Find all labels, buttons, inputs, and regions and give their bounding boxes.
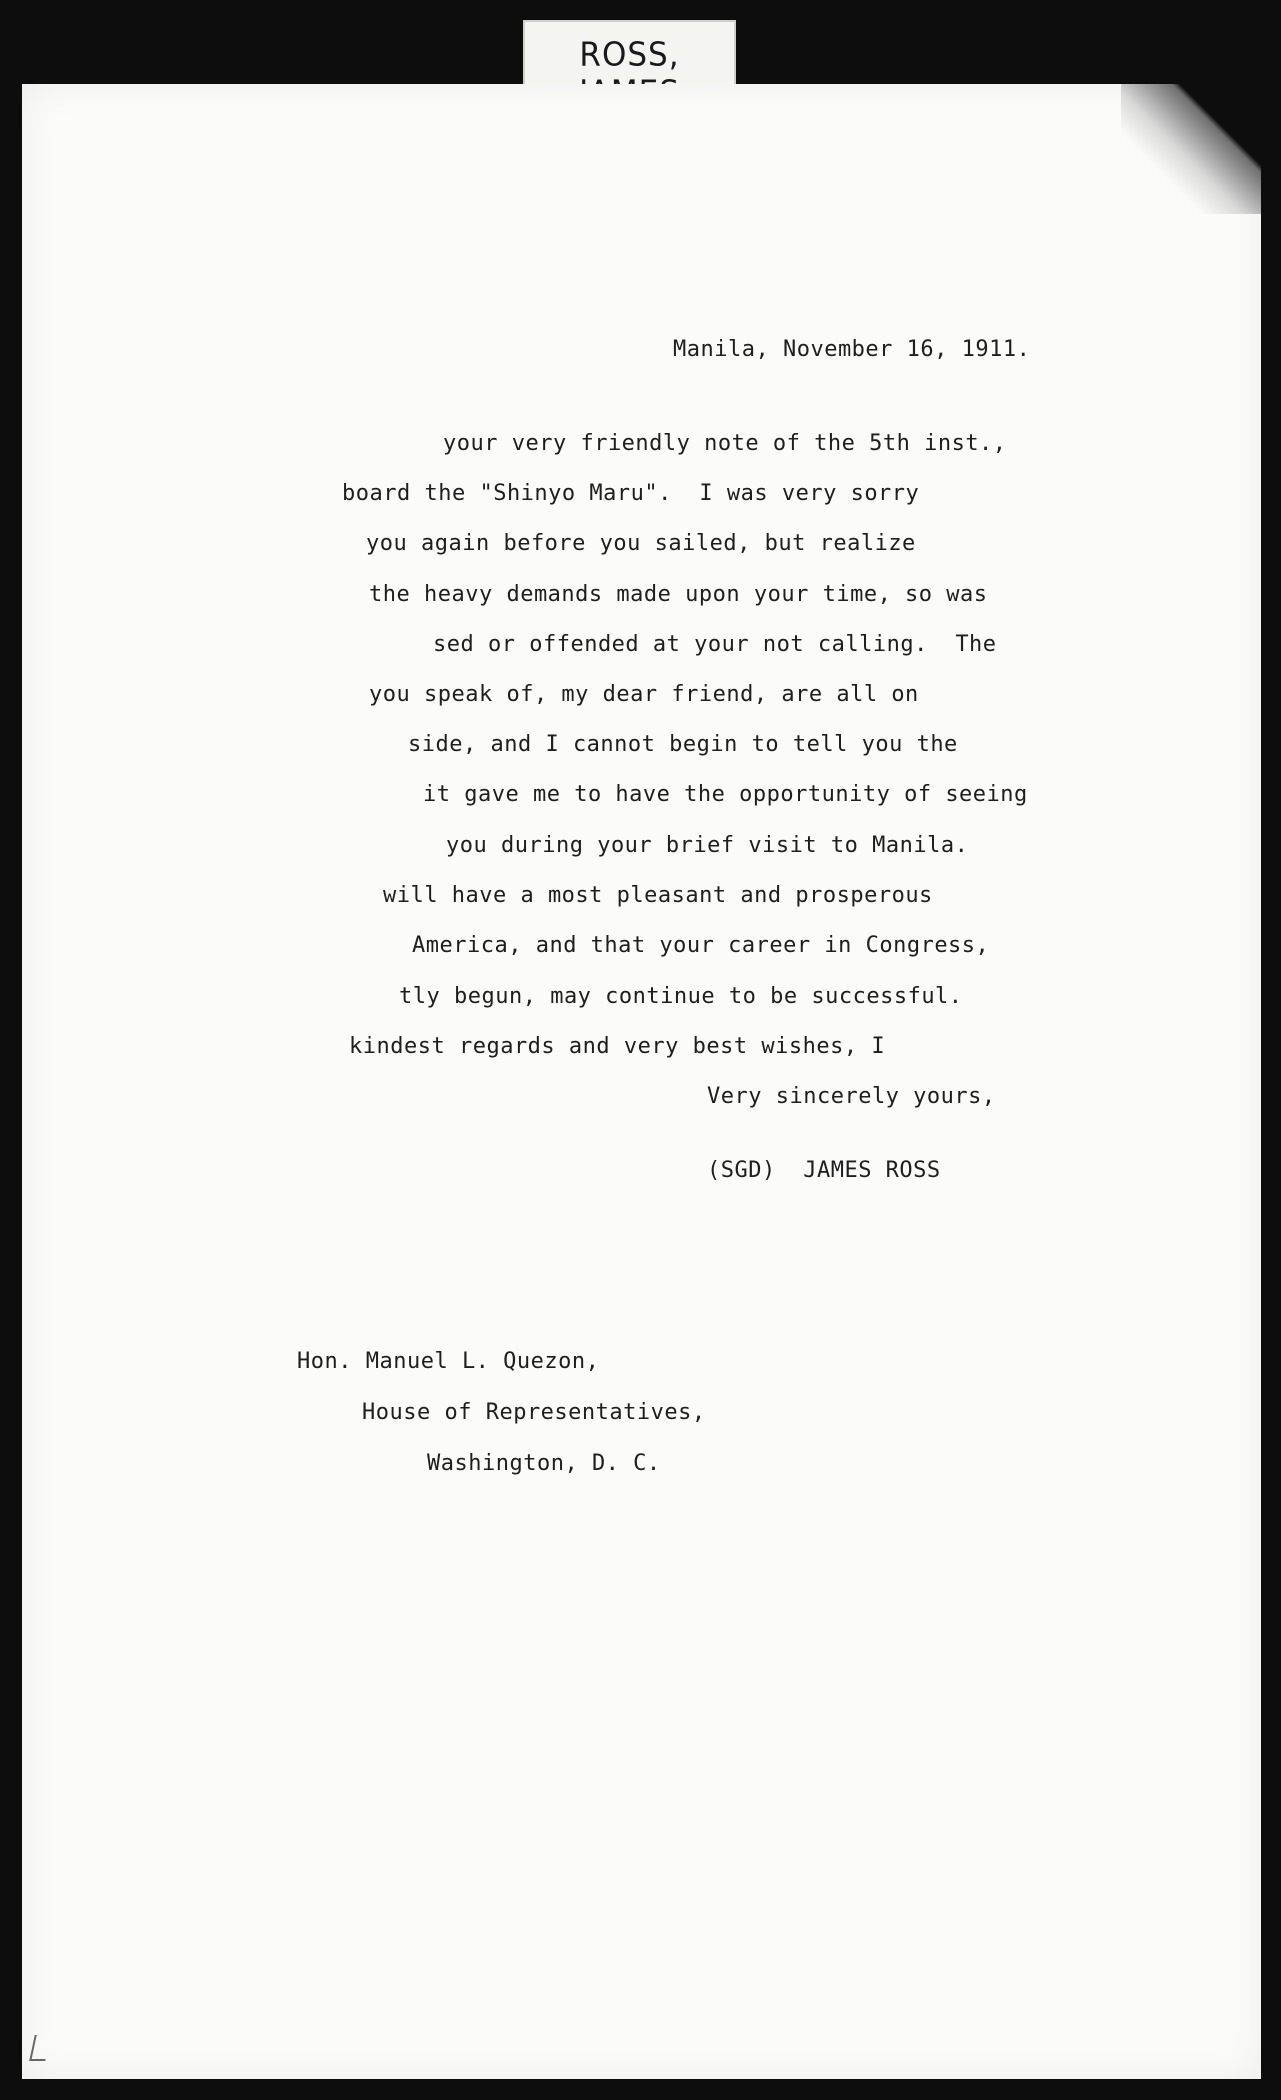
body-line-7: side, and I cannot begin to tell you the	[408, 732, 958, 757]
corner-mark	[29, 2035, 51, 2061]
body-line-10: will have a most pleasant and prosperous	[383, 883, 933, 908]
body-line-2: board the "Shinyo Maru". I was very sorry	[342, 481, 920, 506]
body-line-12: tly begun, may continue to be successful.	[399, 984, 963, 1009]
dateline: Manila, November 16, 1911.	[673, 337, 1031, 362]
letter-page	[22, 84, 1261, 2079]
signature: (SGD) JAMES ROSS	[707, 1158, 941, 1183]
address-line-3: Washington, D. C.	[427, 1451, 661, 1476]
corner-fold	[1121, 84, 1261, 214]
body-line-13: kindest regards and very best wishes, I	[349, 1034, 886, 1059]
address-line-1: Hon. Manuel L. Quezon,	[297, 1349, 600, 1374]
body-line-5: sed or offended at your not calling. The	[433, 632, 997, 657]
body-line-6: you speak of, my dear friend, are all on	[369, 682, 919, 707]
file-tab-label: ROSS,	[579, 36, 680, 74]
body-line-11: America, and that your career in Congress,	[412, 933, 990, 958]
body-line-3: you again before you sailed, but realize	[366, 531, 916, 556]
body-line-9: you during your brief visit to Manila.	[446, 833, 969, 858]
address-line-2: House of Representatives,	[362, 1400, 706, 1425]
body-line-4: the heavy demands made upon your time, so was	[369, 582, 988, 607]
body-line-8: it gave me to have the opportunity of seeing	[423, 782, 1028, 807]
closing: Very sincerely yours,	[707, 1084, 996, 1109]
body-line-1: your very friendly note of the 5th inst.,	[443, 431, 1007, 456]
file-tab	[523, 20, 736, 90]
